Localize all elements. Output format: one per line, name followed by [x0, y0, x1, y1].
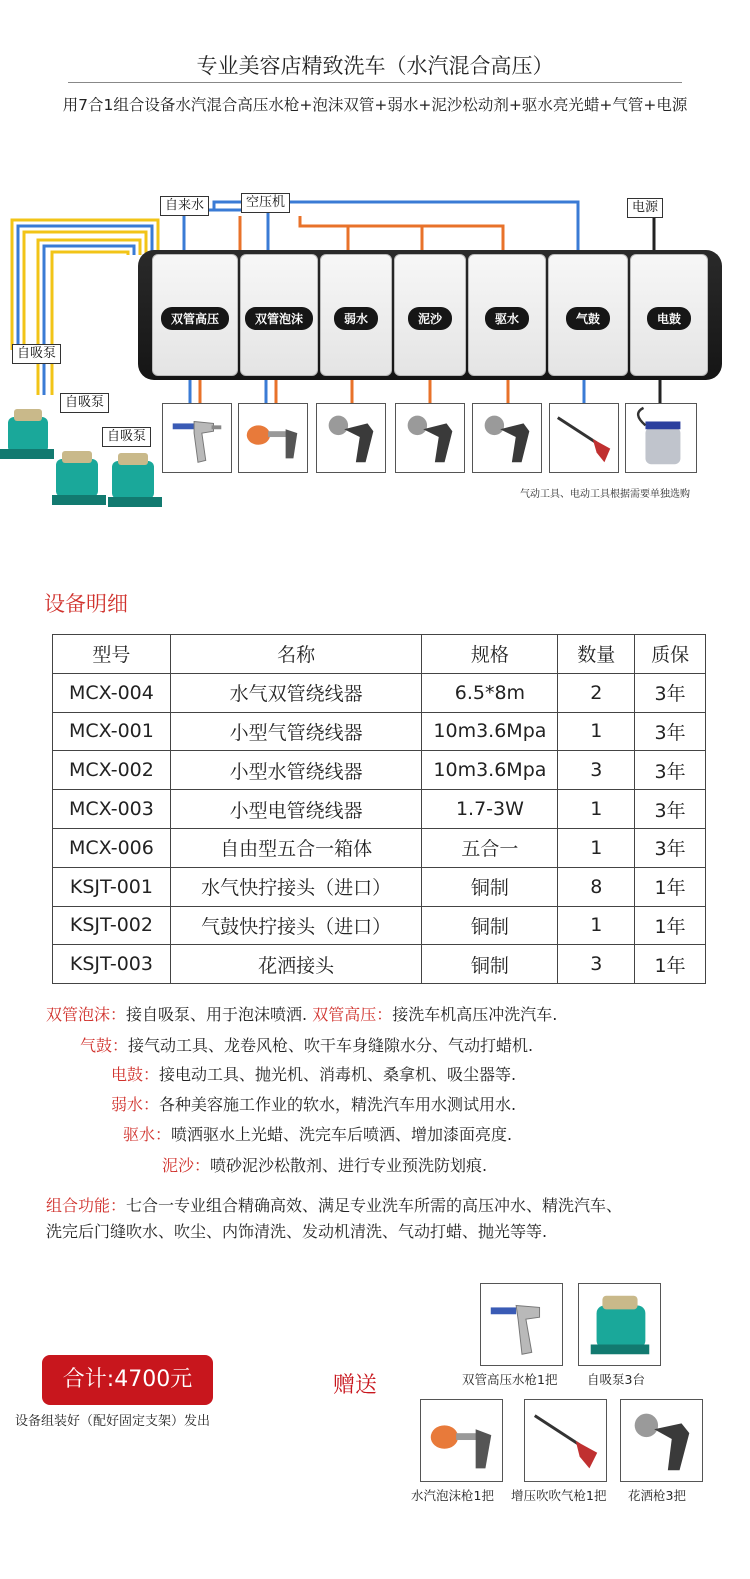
cell-name: 小型水管绕线器 — [170, 751, 422, 790]
cell-name: 水气快拧接头（进口） — [170, 867, 422, 906]
desc-text: 洗完后门缝吹水、吹尘、内饰清洗、发动机清洗、气动打蜡、抛光等等. — [46, 1222, 548, 1241]
cell-name: 气鼓快拧接头（进口） — [170, 906, 422, 945]
shower-gun-icon — [317, 404, 385, 472]
desc-label: 气鼓： — [80, 1036, 129, 1055]
cell-warranty: 3年 — [635, 673, 706, 712]
shower-gun-image-3 — [472, 403, 542, 473]
table-row — [53, 712, 706, 751]
cell-spec: 铜制 — [422, 945, 558, 984]
col-qty: 数量 — [558, 635, 635, 674]
shower-gun-image-1 — [316, 403, 386, 473]
desc-sand — [162, 1153, 487, 1176]
cell-name: 自由型五合一箱体 — [170, 828, 422, 867]
pump-label-1: 自吸泵 — [12, 344, 61, 364]
title-divider — [68, 82, 682, 83]
cell-model: MCX-006 — [53, 828, 171, 867]
cell-warranty: 1年 — [635, 906, 706, 945]
module-label: 双管高压 — [161, 307, 229, 330]
module-label: 双管泡沫 — [245, 307, 313, 330]
gift-caption-blow-gun: 增压吹吹气枪1把 — [511, 1488, 607, 1503]
cell-warranty: 3年 — [635, 790, 706, 829]
cell-model: KSJT-003 — [53, 945, 171, 984]
pump-icon — [52, 451, 106, 505]
col-spec: 规格 — [422, 635, 558, 674]
table-row — [53, 906, 706, 945]
shower-gun-icon — [621, 1400, 702, 1481]
pipe-yellow-2 — [24, 232, 146, 350]
table-row — [53, 790, 706, 829]
gift-caption-pump: 自吸泵3台 — [587, 1372, 645, 1387]
cell-qty: 1 — [558, 712, 635, 751]
gift-pump-image — [578, 1283, 661, 1366]
cell-spec: 五合一 — [422, 828, 558, 867]
cell-spec: 10m3.6Mpa — [422, 712, 558, 751]
gift-label: 赠送 — [333, 1373, 378, 1398]
gift-hp-gun-image — [480, 1283, 563, 1366]
foam-gun-icon — [239, 404, 307, 472]
module-foam — [240, 254, 318, 376]
cell-spec: 铜制 — [422, 906, 558, 945]
pump-label-2: 自吸泵 — [60, 393, 109, 413]
spray-gun-icon — [163, 404, 231, 472]
cell-warranty: 1年 — [635, 945, 706, 984]
page-title: 专业美容店精致洗车（水汽混合高压） — [196, 54, 554, 78]
pump-icon — [0, 409, 54, 459]
cell-qty: 3 — [558, 945, 635, 984]
cell-model: MCX-002 — [53, 751, 171, 790]
cell-spec: 1.7-3W — [422, 790, 558, 829]
col-warranty: 质保 — [635, 635, 706, 674]
module-power-drum — [630, 254, 708, 376]
cell-name: 小型电管绕线器 — [170, 790, 422, 829]
shipping-note: 设备组装好（配好固定支架）发出 — [15, 1414, 211, 1429]
desc-foam-hp — [46, 1002, 557, 1025]
module-water-repel — [468, 254, 546, 376]
total-price-badge: 合计:4700元 — [42, 1355, 213, 1405]
cell-model: MCX-003 — [53, 790, 171, 829]
module-label: 气鼓 — [566, 307, 610, 330]
spray-gun-icon — [481, 1284, 562, 1365]
desc-text: 七合一专业组合精确高效、满足专业洗车所需的高压冲水、精洗汽车、 — [126, 1196, 623, 1215]
pump-icon — [579, 1284, 660, 1365]
foam-gun-icon — [421, 1400, 502, 1481]
cell-spec: 6.5*8m — [422, 673, 558, 712]
desc-text: 接洗车机高压冲洗汽车. — [392, 1005, 558, 1024]
cell-spec: 铜制 — [422, 867, 558, 906]
gift-caption-hp-gun: 双管高压水枪1把 — [462, 1372, 558, 1387]
module-soft-water — [320, 254, 392, 376]
desc-text: 喷砂泥沙松散剂、进行专业预洗防划痕. — [210, 1156, 488, 1175]
module-sand — [394, 254, 466, 376]
cell-warranty: 3年 — [635, 751, 706, 790]
desc-air — [80, 1033, 533, 1056]
desc-text: 接电动工具、抛光机、消毒机、桑拿机、吸尘器等. — [159, 1065, 517, 1084]
vacuum-cleaner-icon — [626, 404, 696, 472]
module-label: 泥沙 — [408, 307, 452, 330]
cell-qty: 1 — [558, 828, 635, 867]
table-row — [53, 673, 706, 712]
pump-icon — [108, 453, 162, 507]
desc-label: 双管泡沫： — [46, 1005, 127, 1024]
cell-qty: 1 — [558, 790, 635, 829]
module-label: 驱水 — [485, 307, 529, 330]
power-label: 电源 — [627, 198, 663, 218]
desc-label: 弱水： — [111, 1095, 160, 1114]
air-compressor-label: 空压机 — [241, 193, 290, 213]
hp-gun-image — [162, 403, 232, 473]
self-priming-pumps — [0, 405, 165, 520]
cell-warranty: 1年 — [635, 867, 706, 906]
col-name: 名称 — [170, 635, 422, 674]
cell-name: 花洒接头 — [170, 945, 422, 984]
blow-gun-icon — [550, 404, 618, 472]
module-label: 电鼓 — [647, 307, 691, 330]
cell-model: KSJT-002 — [53, 906, 171, 945]
desc-label: 电鼓： — [111, 1065, 160, 1084]
gift-blow-gun-image — [524, 1399, 607, 1482]
desc-label: 驱水： — [123, 1125, 172, 1144]
equipment-table — [52, 634, 706, 984]
cell-qty: 2 — [558, 673, 635, 712]
table-row — [53, 867, 706, 906]
pipe-yellow-4 — [44, 246, 134, 395]
foam-gun-image — [238, 403, 308, 473]
module-air-drum — [548, 254, 628, 376]
cell-name: 小型气管绕线器 — [170, 712, 422, 751]
gift-caption-foam-gun: 水汽泡沫枪1把 — [411, 1488, 494, 1503]
cell-qty: 1 — [558, 906, 635, 945]
cell-name: 水气双管绕线器 — [170, 673, 422, 712]
blow-gun-icon — [525, 1400, 606, 1481]
vacuum-image — [625, 403, 697, 473]
cell-warranty: 3年 — [635, 712, 706, 751]
cell-model: KSJT-001 — [53, 867, 171, 906]
gift-foam-gun-image — [420, 1399, 503, 1482]
cell-model: MCX-001 — [53, 712, 171, 751]
desc-text: 喷洒驱水上光蜡、洗完车后喷洒、增加漆面亮度. — [171, 1125, 513, 1144]
cell-spec: 10m3.6Mpa — [422, 751, 558, 790]
desc-text: 接气动工具、龙卷风枪、吹干车身缝隙水分、气动打蜡机. — [128, 1036, 534, 1055]
tap-water-label: 自来水 — [160, 196, 209, 216]
pump-label-3: 自吸泵 — [102, 427, 151, 447]
desc-label: 组合功能： — [46, 1196, 127, 1215]
details-heading: 设备明细 — [44, 592, 128, 616]
desc-repel — [123, 1122, 512, 1145]
module-high-pressure — [152, 254, 238, 376]
pipe-tap-water-2 — [190, 210, 268, 255]
gift-caption-shower-gun: 花洒枪3把 — [628, 1488, 686, 1503]
table-row — [53, 828, 706, 867]
cell-qty: 3 — [558, 751, 635, 790]
desc-combo — [46, 1193, 622, 1216]
tool-purchase-note: 气动工具、电动工具根据需要单独选购 — [520, 489, 690, 500]
hose-reel-cabinet — [138, 250, 722, 380]
table-row — [53, 751, 706, 790]
col-model: 型号 — [53, 635, 171, 674]
gift-shower-gun-image — [620, 1399, 703, 1482]
desc-label: 双管高压： — [312, 1005, 393, 1024]
desc-elec — [111, 1062, 516, 1085]
desc-soft — [111, 1092, 516, 1115]
desc-label: 泥沙： — [162, 1156, 211, 1175]
blow-gun-image — [549, 403, 619, 473]
table-header-row — [53, 635, 706, 674]
pipe-yellow-5 — [52, 252, 128, 395]
cell-qty: 8 — [558, 867, 635, 906]
desc-text: 接自吸泵、用于泡沫喷洒. — [126, 1005, 308, 1024]
shower-gun-icon — [473, 404, 541, 472]
desc-text: 各种美容施工作业的软水，精洗汽车用水测试用水. — [159, 1095, 517, 1114]
page-subtitle: 用7合1组合设备水汽混合高压水枪+泡沫双管+弱水+泥沙松动剂+驱水亮光蜡+气管+电源 — [62, 96, 688, 114]
shower-gun-icon — [396, 404, 464, 472]
cell-warranty: 3年 — [635, 828, 706, 867]
shower-gun-image-2 — [395, 403, 465, 473]
table-row — [53, 945, 706, 984]
cell-model: MCX-004 — [53, 673, 171, 712]
module-label: 弱水 — [334, 307, 378, 330]
desc-combo-2 — [46, 1219, 547, 1242]
